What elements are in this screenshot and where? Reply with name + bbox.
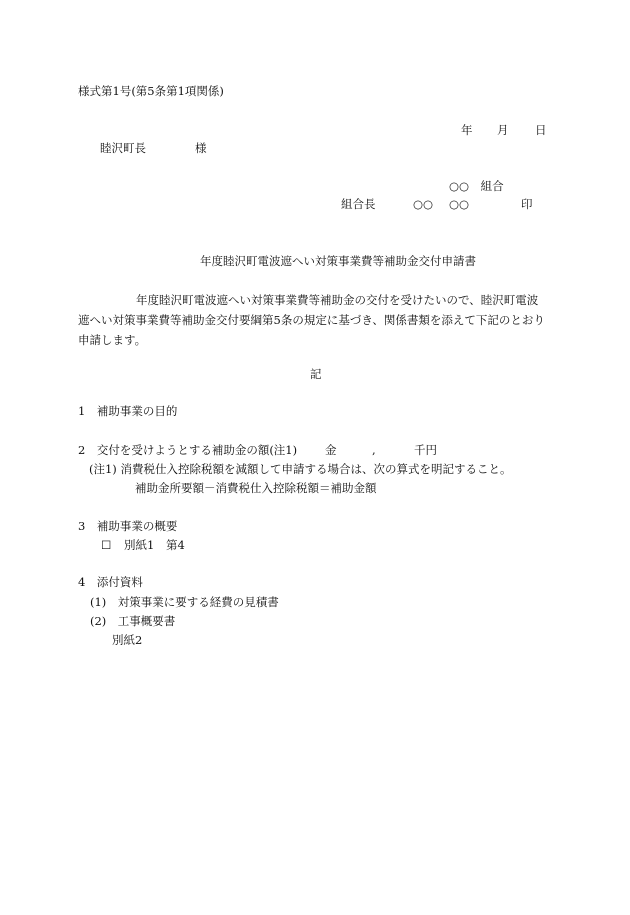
body-paragraph	[78, 290, 554, 350]
item3-label: 3 補助事業の概要	[78, 519, 178, 533]
item1-label: 1 補助事業の目的	[78, 404, 178, 418]
ki-heading: 記	[310, 367, 322, 381]
addressee-honorific: 様	[195, 141, 207, 155]
item3-ref-1: 別紙1	[124, 538, 155, 552]
body-line-1: 年度睦沢町電波遮へい対策事業費等補助金の交付を受けたいので、睦沢町電波	[136, 293, 539, 307]
item2-kin: 金	[325, 443, 337, 457]
item4-sub-2: (2) 工事概要書	[90, 614, 176, 628]
applicant-title: 組合長	[341, 197, 376, 211]
addressee-name: 睦沢町長	[100, 141, 146, 155]
date-month: 月	[497, 123, 509, 137]
item4-sub-2-ref: 別紙2	[112, 633, 143, 647]
body-line-3: 申請します。	[78, 333, 147, 347]
item4-sub-1: (1) 対策事業に要する経費の見積書	[90, 595, 279, 609]
applicant-name-1: ○○	[413, 197, 434, 211]
item3-checkbox[interactable]: ☐	[101, 538, 112, 552]
seal-mark: 印	[521, 197, 533, 211]
item4-label: 4 添付資料	[78, 575, 143, 589]
date-year: 年	[461, 123, 473, 137]
body-line-2: 遮へい対策事業費等補助金交付要綱第5条の規定に基づき、関係書類を添えて下記のとおり	[78, 313, 545, 327]
date-day: 日	[535, 123, 547, 137]
document-title: 年度睦沢町電波遮へい対策事業費等補助金交付申請書	[200, 254, 476, 268]
item2-formula: 補助金所要額－消費税仕入控除税額＝補助金額	[135, 481, 377, 495]
item2-unit: 千円	[414, 443, 437, 457]
item3-ref-2: 第4	[166, 538, 185, 552]
item2-comma: ,	[372, 443, 376, 457]
union-name: ○○ 組合	[449, 179, 504, 193]
item2-label: 2 交付を受けようとする補助金の額(注1)	[78, 443, 298, 457]
form-number: 様式第1号(第5条第1項関係)	[78, 84, 224, 98]
applicant-name-2: ○○	[449, 197, 470, 211]
item2-note: (注1) 消費税仕入控除税額を減額して申請する場合は、次の算式を明記すること。	[89, 462, 512, 476]
